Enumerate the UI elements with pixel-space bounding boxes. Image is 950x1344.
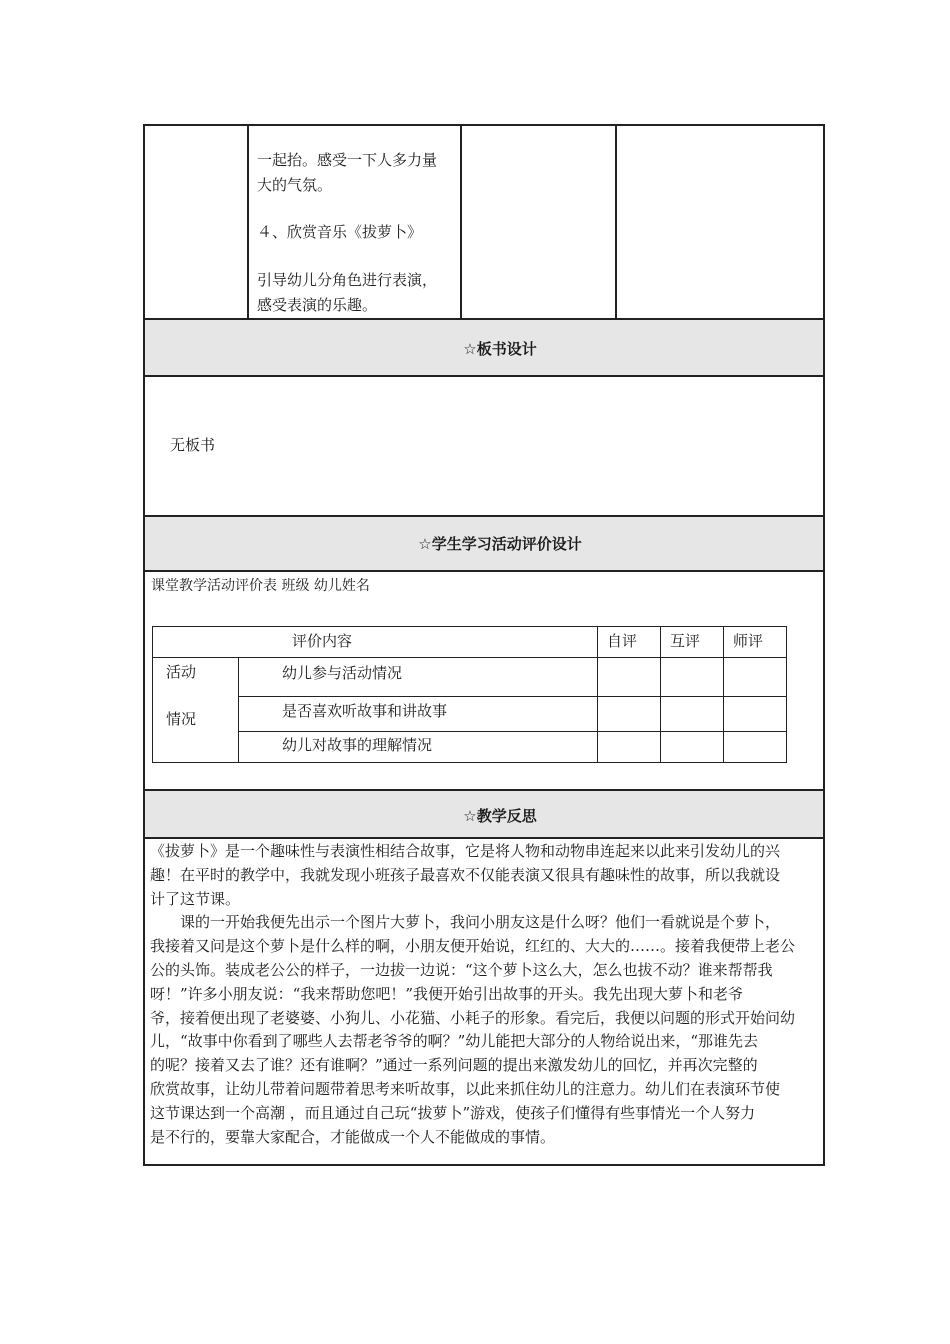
top-col-divider-2: [460, 124, 462, 319]
top-line-2: 大的气氛。: [257, 176, 333, 194]
evaluation-design-heading: ☆学生学习活动评价设计: [418, 535, 582, 553]
reflection-p1-line-3: 计了这节课。: [150, 889, 241, 908]
eval-table-header-bottom: [152, 657, 786, 658]
top-line-1: 一起抬。感受一下人多力量: [257, 151, 438, 169]
eval-table-group-divider: [238, 657, 239, 763]
eval-table-bottom: [152, 762, 786, 763]
eval-row-participation: 幼儿参与活动情况: [282, 664, 403, 682]
eval-header-teacher: 师评: [733, 632, 764, 650]
reflection-p2-line-6: 儿，“故事中你看到了哪些人去帮老爷爷的啊？”幼儿能把大部分的人物给说出来，“那谁先去: [150, 1032, 759, 1051]
eval-group-label-line2: 情况: [166, 710, 197, 728]
board-heading-bottom-rule: [143, 375, 825, 377]
board-design-heading: ☆板书设计: [463, 340, 537, 358]
outer-border-top: [143, 124, 825, 126]
top-col-divider-3: [615, 124, 617, 319]
reflection-p2-line-5: 爷，接着便出现了老婆婆、小狗儿、小花猫、小耗子的形象。看完后，我便以问题的形式开始问幼: [150, 1008, 796, 1027]
evaluation-caption: 课堂教学活动评价表 班级 幼儿姓名: [151, 578, 370, 594]
outer-border-bottom: [143, 1164, 825, 1166]
outer-border-left: [143, 124, 145, 1166]
reflection-body: [150, 840, 820, 1149]
eval-table-left: [152, 626, 153, 763]
eval-header-self: 自评: [607, 632, 638, 650]
evaluation-heading-bottom-rule: [143, 570, 825, 572]
eval-header-peer: 互评: [670, 632, 701, 650]
top-col-divider-1: [247, 124, 249, 319]
reflection-p2-line-1: 课的一开始我便先出示一个图片大萝卜，我问小朋友这是什么呀？他们一看就说是个萝卜，: [180, 913, 781, 932]
top-line-5: 感受表演的乐趣。: [257, 296, 378, 314]
eval-table-row2-bottom: [238, 731, 786, 732]
reflection-p1-line-1: 《拔萝卜》是一个趣味性与表演性相结合故事，它是将人物和动物串连起来以此来引发幼儿的兴: [150, 842, 781, 860]
reflection-p2-line-9: 这节课达到一个高潮 ，而且通过自己玩“拔萝卜”游戏，使孩子们懂得有些事情光一个人努力: [150, 1103, 756, 1122]
reflection-p2-line-7: 的呢？接着又去了谁？还有谁啊？”通过一系列问题的提出来激发幼儿的回忆，并再次完整的: [150, 1056, 758, 1075]
eval-group-label-line1: 活动: [166, 663, 197, 681]
board-design-content: 无板书: [170, 436, 216, 454]
eval-table-row1-bottom: [238, 696, 786, 697]
eval-row-enjoy-stories: 是否喜欢听故事和讲故事: [282, 702, 448, 720]
top-line-4: 引导幼儿分角色进行表演，: [257, 271, 438, 289]
top-line-3: ４、欣赏音乐《拔萝卜》: [257, 223, 423, 241]
reflection-p2-line-8: 欣赏故事，让幼儿带着问题带着思考来听故事，以此来抓住幼儿的注意力。幼儿们在表演环节使: [150, 1079, 781, 1098]
eval-row-understanding: 幼儿对故事的理解情况: [282, 736, 433, 754]
reflection-p1-line-2: 趣！在平时的教学中，我就发现小班孩子最喜欢不仅能表演又很具有趣味性的故事，所以我就设: [150, 865, 781, 884]
eval-table-self-divider: [597, 626, 598, 763]
eval-table-peer-divider: [660, 626, 661, 763]
reflection-heading: ☆教学反思: [463, 807, 537, 825]
eval-table-right: [786, 626, 787, 763]
eval-table-top: [152, 626, 786, 627]
outer-border-right: [823, 124, 825, 1166]
eval-header-content: 评价内容: [292, 632, 353, 650]
reflection-p2-line-2: 我接着又问是这个萝卜是什么样的啊，小朋友便开始说，红红的、大大的……。接着我便带上老公: [150, 937, 796, 956]
eval-table-teacher-divider: [723, 626, 724, 763]
reflection-p2-line-3: 公的头饰。装成老公公的样子，一边拔一边说：“这个萝卜这么大，怎么也拔不动？谁来帮帮我: [150, 960, 773, 979]
reflection-heading-bottom-rule: [143, 837, 825, 839]
reflection-p2-line-4: 呀！”许多小朋友说：“我来帮助您吧！”我便开始引出故事的开头。我先出现大萝卜和老爷: [150, 984, 744, 1003]
reflection-p2-line-10: 是不行的，要靠大家配合，才能做成一个人不能做成的事情。: [150, 1127, 556, 1146]
